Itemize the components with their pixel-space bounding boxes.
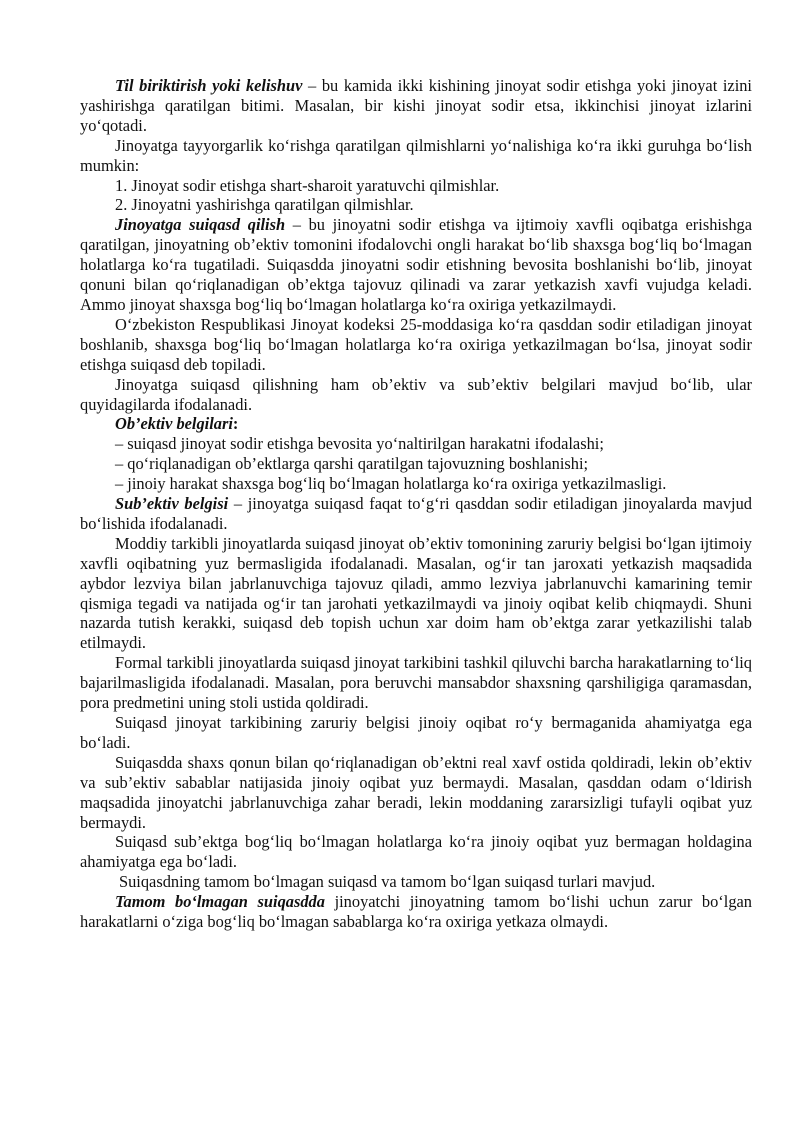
paragraph-incomplete-attempt [80,892,752,932]
document-page [80,76,752,932]
term-subjective-sign: Sub’ektiv belgisi [115,494,229,514]
heading-objective-signs [80,414,752,434]
paragraph-material-crimes: Moddiy tarkibli jinoyatlarda suiqasd jinoyat ob’ektiv tomonining zaruriy belgisi bo‘lgan ijtimoiy xavfli oqibatning yuz bermasligida ifodalanadi. Masalan, og‘ir tan jaroxati yetkazish maqsadida aybdor lezviya bilan jabrlanuvchiga tajovuz qiladi, ammo lezviya jabrlanuvchi kamarining temir qismiga tegadi va natijada og‘ir tan jarohati yetkazilmaydi va jinoiy oqibat kelib chiqmaydi. Shuni nazarda tutish kerakki, suiqasd deb topish uchun xar doim ham ob’ektga zarar yetkazilishi talab etilmaydi. [80,533,752,653]
paragraph-text: jinoyatchi jinoyatning tamom bo‘lishi uchun zarur bo‘lgan harakatlarni o‘ziga bog‘liq bo‘lmagan sabablarga ko‘ra oxiriga yetkaza olmaydi. [80,892,752,932]
paragraph-subjective-sign [80,494,752,534]
heading-colon: : [232,414,239,434]
list-item-dash-2: – qo‘riqlanadigan ob’ektlarga qarshi qaratilgan tajovuzning boshlanishi; [115,454,589,474]
paragraph-conspiracy [80,76,752,136]
list-item-1: 1. Jinoyat sodir etishga shart-sharoit yaratuvchi qilmishlar. [115,175,500,195]
paragraph-subject-independent: Suiqasd sub’ektga bog‘liq bo‘lmagan holatlarga ko‘ra jinoiy oqibat yuz bermagan holdagina ahamiyatga ega bo‘ladi. [80,832,752,872]
term-attempt: Jinoyatga suiqasd qilish [115,215,286,235]
paragraph-text: – jinoyatga suiqasd faqat to‘g‘ri qasddan sodir etiladigan jinoyalarda mavjud bo‘lishida ifodalanadi. [80,494,752,533]
term-objective-signs: Ob’ektiv belgilari [115,414,233,434]
paragraph-preparation: Jinoyatga tayyorgarlik ko‘rishga qaratilgan qilmishlarni yo‘nalishiga ko‘ra ikki guruhga bo‘lish mumkin: [80,135,752,175]
list-item-dash-1: – suiqasd jinoyat sodir etishga bevosita yo‘naltirilgan harakatni ifodalashi; [115,434,604,454]
paragraph-formal-crimes: Formal tarkibli jinoyatlarda suiqasd jinoyat tarkibini tashkil qiluvchi barcha harakatlarning to‘liq bajarilmasligida ifodalanadi. Masalan, pora beruvchi mansabdor shaxsning qarshiligiga qaramasdan, pora predmetini uning stoli ustida qoldiradi. [80,653,752,713]
paragraph-attempt-types: Suiqasdning tamom bo‘lmagan suiqasd va tamom bo‘lgan suiqasd turlari mavjud. [119,872,656,892]
list-item-dash-3: – jinoiy harakat shaxsga bog‘liq bo‘lmagan holatlarga ko‘ra oxiriga yetkazilmasligi. [115,474,667,494]
term-incomplete-attempt: Tamom bo‘lmagan suiqasdda [115,892,325,912]
paragraph-text: – bu kamida ikki kishining jinoyat sodir etishga yoki jinoyat izini yashirishga qaratilgan bitimi. Masalan, bir kishi jinoyat sodir etsa, ikkinchisi jinoyat izlarini yo‘qotadi. [80,76,752,135]
term-conspiracy: Til biriktirish yoki kelishuv [115,76,303,95]
paragraph-attempt [80,215,752,315]
paragraph-signs: Jinoyatga suiqasd qilishning ham ob’ektiv va sub’ektiv belgilari mavjud bo‘lib, ular quyidagilarda ifodalanadi. [80,374,752,414]
paragraph-necessary-sign: Suiqasd jinoyat tarkibining zaruriy belgisi jinoiy oqibat ro‘y bermaganida ahamiyatga ega bo‘ladi. [80,713,752,752]
paragraph-real-danger: Suiqasdda shaxs qonun bilan qo‘riqlanadigan ob’ektni real xavf ostida qoldiradi, lekin ob’ektiv va sub’ektiv sabablar natijasida jinoiy oqibat yuz bermaydi. Masalan, qasddan odam o‘ldirish maqsadida jinoyatchi jabrlanuvchiga zahar beradi, lekin moddaning zararsizligi tufayli oqibat yuz bermaydi. [80,752,752,832]
paragraph-criminal-code: O‘zbekiston Respublikasi Jinoyat kodeksi 25-moddasiga ko‘ra qasddan sodir etiladigan jinoyat boshlanib, shaxsga bog‘liq bo‘lmagan holatlarga ko‘ra oxiriga yetkazilmagan bo‘lsa, jinoyat sodir etishga suiqasd deb topiladi. [80,314,752,374]
paragraph-text: – bu jinoyatni sodir etishga va ijtimoiy xavfli oqibatga erishishga qaratilgan, jinoyatning ob’ektiv tomonini ifodalovchi ongli harakat bo‘lib shaxsga bog‘liq bo‘lmagan holatlarga ko‘ra tugatiladi. Suiqasdda jinoyatni sodir etishning bevosita boshlanishi bo‘lib, jinoyat qonuni bilan qo‘riqlanadigan ob’ektga tajovuz qilinadi va zarar yetkazish xavfi vujudga keladi. Ammo jinoyat shaxsga bog‘liq bo‘lmagan holatlarga ko‘ra oxiriga yetkazilmaydi. [80,215,752,314]
list-item-2: 2. Jinoyatni yashirishga qaratilgan qilmishlar. [115,195,414,215]
